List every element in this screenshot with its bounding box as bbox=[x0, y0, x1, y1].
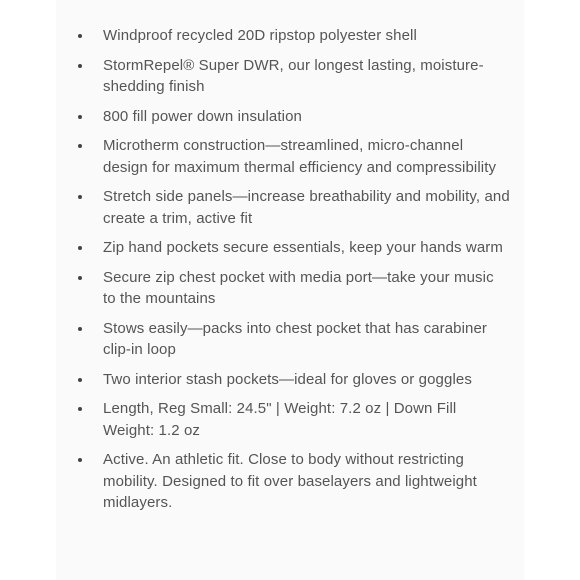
bullet-icon bbox=[78, 144, 82, 148]
feature-text: Microtherm construction—streamlined, micro-channel design for maximum thermal efficiency and compressibility bbox=[103, 137, 497, 176]
list-item bbox=[0, 267, 580, 310]
list-item bbox=[0, 25, 580, 46]
bullet-icon bbox=[78, 64, 82, 68]
feature-text: StormRepel® Super DWR, our longest lasting, moisture-shedding finish bbox=[103, 56, 484, 95]
list-item bbox=[0, 135, 580, 178]
feature-text: Length, Reg Small: 24.5" | Weight: 7.2 oz | Down Fill Weight: 1.2 oz bbox=[103, 400, 457, 439]
feature-text: Secure zip chest pocket with media port—take your music to the mountains bbox=[103, 268, 494, 308]
feature-text: Stows easily—packs into chest pocket that has carabiner clip-in loop bbox=[103, 319, 488, 359]
bullet-icon bbox=[78, 407, 82, 411]
list-item bbox=[0, 369, 580, 390]
list-item bbox=[0, 398, 580, 441]
list-item bbox=[0, 237, 580, 258]
bullet-icon bbox=[78, 276, 82, 280]
feature-list bbox=[0, 25, 580, 522]
feature-text: Stretch side panels—increase breathability and mobility, and create a trim, active fit bbox=[103, 188, 510, 227]
bullet-icon bbox=[78, 34, 82, 38]
bullet-icon bbox=[78, 115, 82, 119]
feature-text: Two interior stash pockets—ideal for gloves or goggles bbox=[103, 370, 472, 388]
list-item bbox=[0, 55, 580, 98]
list-item bbox=[0, 106, 580, 127]
bullet-icon bbox=[78, 458, 82, 462]
bullet-icon bbox=[78, 246, 82, 250]
feature-text: 800 fill power down insulation bbox=[103, 107, 302, 125]
list-item bbox=[0, 318, 580, 361]
bullet-icon bbox=[78, 195, 82, 199]
list-item bbox=[0, 449, 580, 513]
bullet-icon bbox=[78, 378, 82, 382]
feature-text: Zip hand pockets secure essentials, keep your hands warm bbox=[103, 239, 503, 257]
list-item bbox=[0, 186, 580, 229]
bullet-icon bbox=[78, 327, 82, 331]
feature-text: Active. An athletic fit. Close to body without restricting mobility. Designed to fit over baselayers and lightweight midlayers. bbox=[103, 451, 477, 512]
feature-text: Windproof recycled 20D ripstop polyester shell bbox=[103, 27, 417, 44]
